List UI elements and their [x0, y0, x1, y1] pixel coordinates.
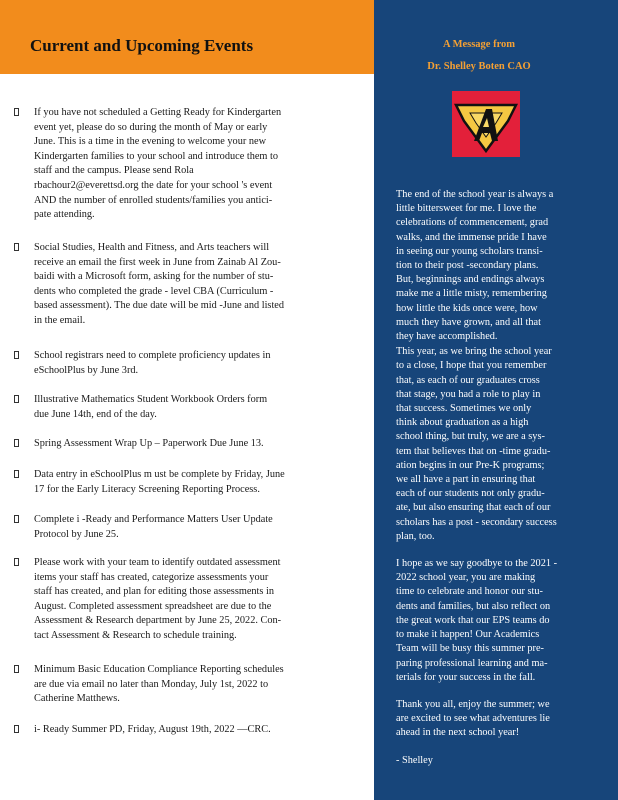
events-title: Current and Upcoming Events	[30, 36, 254, 55]
message-column	[374, 0, 618, 800]
bullet-icon	[14, 725, 19, 733]
event-text: Complete i -Ready and Performance Matters User Update Protocol by June 25.	[34, 514, 273, 540]
event-text: Social Studies, Health and Fitness, and Arts teachers will receive an email the first week in June from Zainab Al Zou- baidi with a Microsoft form, asking for the number of stu- dents who completed the grade - level CBA (Curriculum - based assessment). The due date will be mid -June and listed in the email.	[34, 242, 285, 326]
event-text: Please work with your team to identify outdated assessment items your staff has created, categorize assessments your staff has created, and plan for editing those assessments in August. Completed assessment spreadsheet are due to the Assessment & Research department by June 25, 2022. Con- tact Assessment & Research to schedule training.	[34, 557, 282, 641]
message-letter	[396, 188, 594, 769]
event-text: Data entry in eSchoolPlus m ust be complete by Friday, June 17 for the Early Literacy Screening Reporting Process.	[34, 469, 285, 495]
bullet-icon	[14, 108, 19, 116]
bullet-icon	[14, 515, 19, 523]
bullet-icon	[14, 351, 19, 359]
bullet-icon	[14, 665, 19, 673]
event-text: i- Ready Summer PD, Friday, August 19th, 2022 —CRC.	[34, 724, 271, 735]
message-heading-line2: Dr. Shelley Boten CAO	[427, 61, 531, 72]
events-header-bar	[0, 0, 374, 74]
message-heading	[374, 34, 584, 78]
letter-paragraph: The end of the school year is always a little bittersweet for me. I love the celebrations of commencement, grad walks, and the immense pride I have in seeing our young scholars transi- tion to their post -secondary plans. But, beginnings and endings always make me a little misty, remembering how little the kids once were, how much they have grown, and all that they have accomplished.	[396, 189, 554, 343]
bullet-icon	[14, 558, 19, 566]
bullet-icon	[14, 243, 19, 251]
event-text: School registrars need to complete proficiency updates in eSchoolPlus by June 3rd.	[34, 350, 271, 376]
academics-logo	[452, 91, 520, 157]
shield-a-icon	[452, 91, 520, 157]
event-text: Minimum Basic Education Compliance Reporting schedules are due via email no later than Monday, July 1st, 2022 to Catherine Matthews.	[34, 664, 284, 705]
letter-paragraph: This year, as we bring the school year to a close, I hope that you remember that, as each of our graduates cross that stage, you had a role to play in that success. Sometimes we only think about graduation as a high school thing, but truly, we are a sys- tem that believes that on -time gradu- ation begins in our Pre-K programs; we all have a part in ensuring that each of our students not only gradu- ate, but also ensuring that each of our scholars has a post - secondary success plan, too.	[396, 346, 557, 542]
event-text: Illustrative Mathematics Student Workbook Orders form due June 14th, end of the day.	[34, 394, 268, 420]
message-heading-line1: A Message from	[442, 39, 516, 50]
event-text: If you have not scheduled a Getting Ready for Kindergarten event yet, please do so during the month of May or early June. This is a time in the evening to welcome your new Kindergarten families to your school and introduce them to staff and the campus. Please send Rola rbachour2@everettsd.org the date for your school 's event AND the number of enrolled students/families you antici- pate attending.	[34, 107, 282, 221]
letter-paragraph: Thank you all, enjoy the summer; we are excited to see what adventures lie ahead in the next school year!	[396, 698, 550, 739]
letter-paragraph: I hope as we say goodbye to the 2021 - 2022 school year, you are making time to celebrate and honor our stu- dents and families, but also reflect on the great work that our EPS teams do to make it happen! Our Academics Team will be busy this summer pre- paring professional learning and ma- terials for your success in the fall.	[396, 558, 557, 683]
letter-signature: - Shelley	[396, 754, 433, 766]
bullet-icon	[14, 439, 19, 447]
bullet-icon	[14, 470, 19, 478]
bullet-icon	[14, 395, 19, 403]
event-text: Spring Assessment Wrap Up – Paperwork Due June 13.	[34, 438, 264, 449]
